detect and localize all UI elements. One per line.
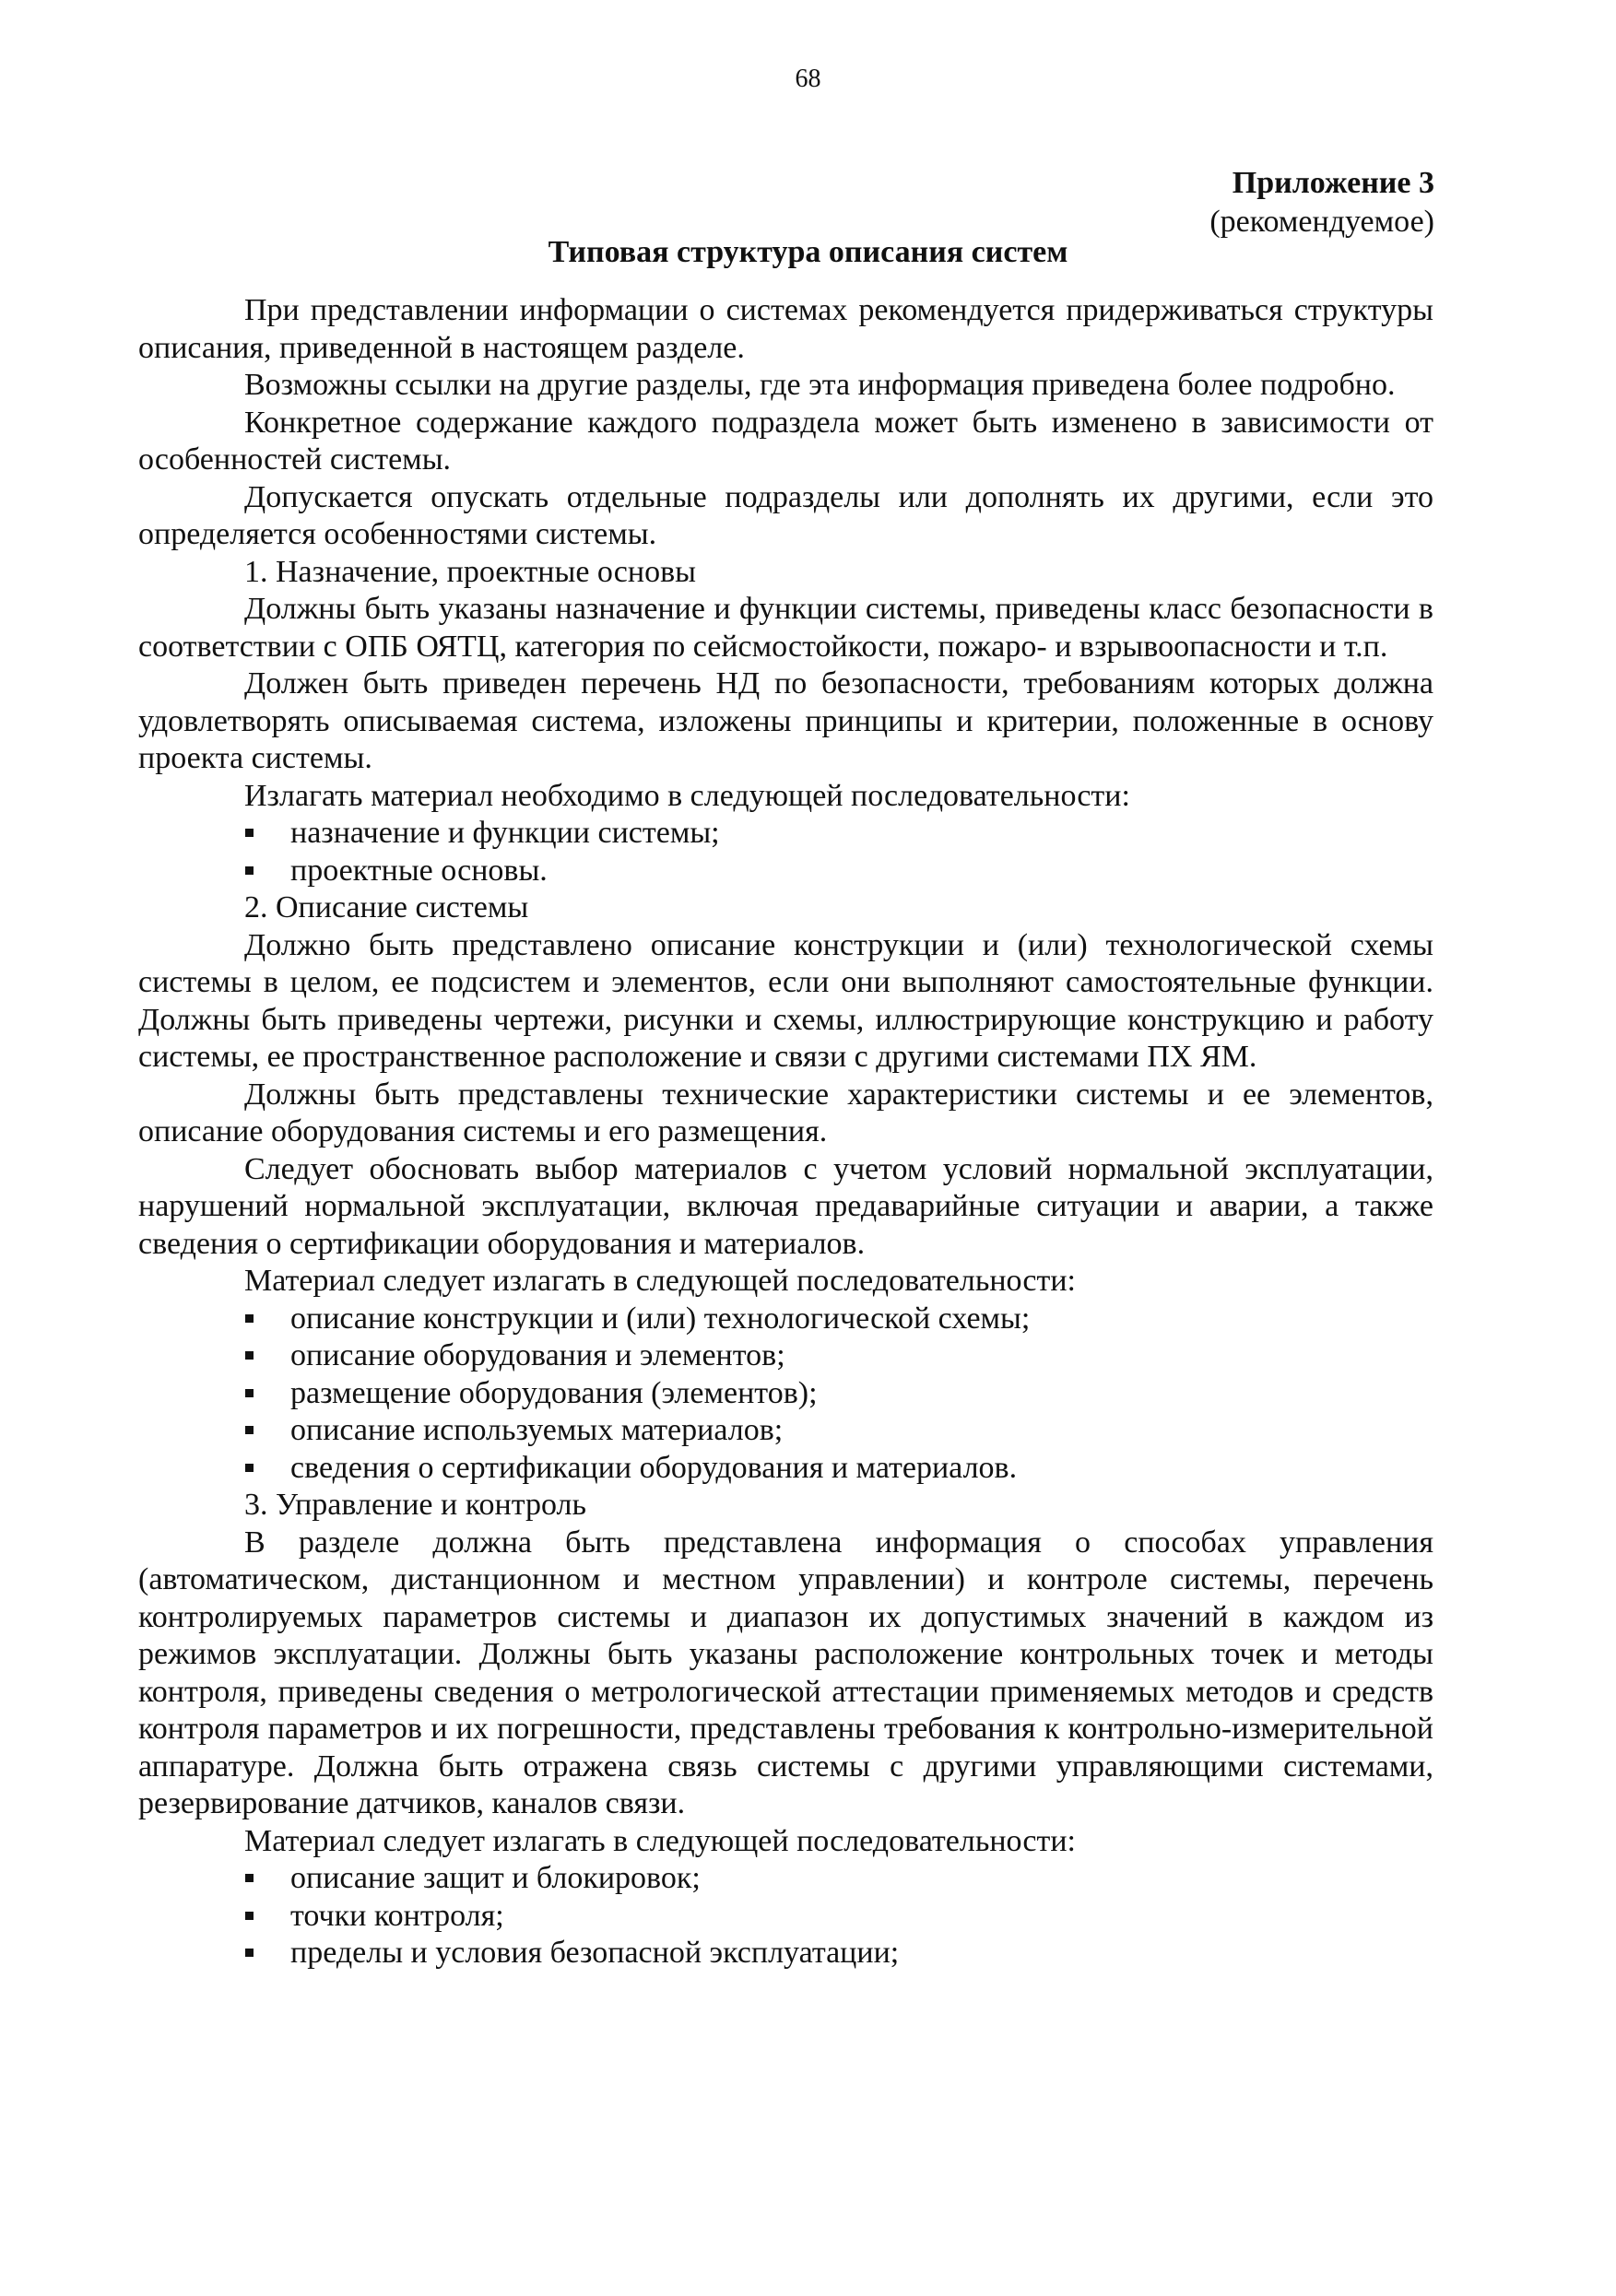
paragraph: Должен быть приведен перечень НД по безопасности, требованиям которых должна удовлетворять описываемая система, изложены принципы и критерии, положенные в основу проекта системы.	[138, 666, 1433, 775]
list-item-text: проектные основы.	[290, 853, 548, 888]
list-item	[138, 853, 1433, 890]
paragraph: Возможны ссылки на другие разделы, где эта информация приведена более подробно.	[244, 368, 1396, 402]
list-item-text: назначение и функции системы;	[290, 816, 720, 850]
bullet-icon	[245, 1314, 254, 1323]
list-item	[138, 1375, 1433, 1413]
list-item	[138, 1860, 1433, 1898]
annex-title: Приложение 3	[1232, 166, 1434, 200]
list-item	[138, 1301, 1433, 1338]
paragraph: Следует обосновать выбор материалов с учетом условий нормальной эксплуатации, нарушений нормальной эксплуатации, включая предаварийные ситуации и аварии, а также сведения о сертификации оборудования и материалов.	[138, 1151, 1433, 1261]
page-number: 68	[795, 65, 821, 93]
bullet-icon	[245, 1874, 254, 1882]
paragraph: Материал следует излагать в следующей последовательности:	[244, 1823, 1076, 1858]
document-body	[138, 292, 1433, 1972]
section-heading: 3. Управление и контроль	[244, 1488, 586, 1522]
bullet-icon	[245, 1464, 254, 1472]
list-item	[138, 1935, 1433, 1972]
list-item	[138, 1337, 1433, 1375]
section-heading: 2. Описание системы	[244, 890, 529, 924]
paragraph: Должно быть представлено описание конструкции и (или) технологической схемы системы в целом, ее подсистем и элементов, если они выполняют самостоятельные функции. Должны быть приведены чертежи, рисунки и схемы, иллюстрирующие конструкцию и работу системы, ее пространственное расположение и связи с другими системами ПХ ЯМ.	[138, 927, 1433, 1074]
paragraph: Должны быть указаны назначение и функции системы, приведены класс безопасности в соответствии с ОПБ ОЯТЦ, категория по сейсмостойкости, пожаро- и взрывоопасности и т.п.	[138, 592, 1433, 664]
paragraph: Допускается опускать отдельные подразделы или дополнять их другими, если это определяется особенностями системы.	[138, 479, 1433, 551]
section-heading: 1. Назначение, проектные основы	[244, 554, 696, 589]
document-title: Типовая структура описания систем	[548, 235, 1068, 269]
paragraph: Излагать материал необходимо в следующей последовательности:	[244, 778, 1130, 813]
bullet-list	[138, 815, 1433, 889]
list-item	[138, 1412, 1433, 1450]
list-item-text: описание защит и блокировок;	[290, 1861, 701, 1895]
paragraph: Материал следует излагать в следующей последовательности:	[244, 1264, 1076, 1298]
list-item-text: пределы и условия безопасной эксплуатации;	[290, 1936, 900, 1970]
list-item-text: размещение оборудования (элементов);	[290, 1375, 818, 1410]
bullet-icon	[245, 1389, 254, 1397]
bullet-icon	[245, 829, 254, 837]
list-item-text: описание конструкции и (или) технологической схемы;	[290, 1301, 1031, 1336]
list-item	[138, 815, 1433, 853]
paragraph: При представлении информации о системах рекомендуется придерживаться структуры описания, приведенной в настоящем разделе.	[138, 293, 1433, 365]
bullet-icon	[245, 1912, 254, 1920]
bullet-list	[138, 1860, 1433, 1972]
bullet-icon	[245, 1426, 254, 1434]
list-item-text: сведения о сертификации оборудования и материалов.	[290, 1450, 1018, 1485]
list-item-text: описание используемых материалов;	[290, 1413, 784, 1447]
bullet-list	[138, 1301, 1433, 1488]
list-item	[138, 1450, 1433, 1488]
bullet-icon	[245, 1351, 254, 1360]
list-item-text: описание оборудования и элементов;	[290, 1338, 785, 1372]
paragraph: Конкретное содержание каждого подраздела может быть изменено в зависимости от особенностей системы.	[138, 405, 1433, 477]
paragraph: Должны быть представлены технические характеристики системы и ее элементов, описание оборудования системы и его размещения.	[138, 1077, 1433, 1148]
paragraph: В разделе должна быть представлена информация о способах управления (автоматическом, дистанционном и местном управлении) и контроле системы, перечень контролируемых параметров системы и диапазон их допустимых значений в каждом из режимов эксплуатации. Должны быть указаны расположение контрольных точек и методы контроля, приведены сведения о метрологической аттестации применяемых методов и средств контроля параметров и их погрешности, представлены требования к контрольно-измерительной аппаратуре. Должна быть отражена связь системы с другими управляющими системами, резервирование датчиков, каналов связи.	[138, 1525, 1433, 1820]
annex-header	[1209, 164, 1434, 241]
list-item-text: точки контроля;	[290, 1898, 504, 1933]
bullet-icon	[245, 1949, 254, 1957]
bullet-icon	[245, 866, 254, 875]
annex-subtitle: (рекомендуемое)	[1209, 205, 1434, 239]
list-item	[138, 1898, 1433, 1936]
